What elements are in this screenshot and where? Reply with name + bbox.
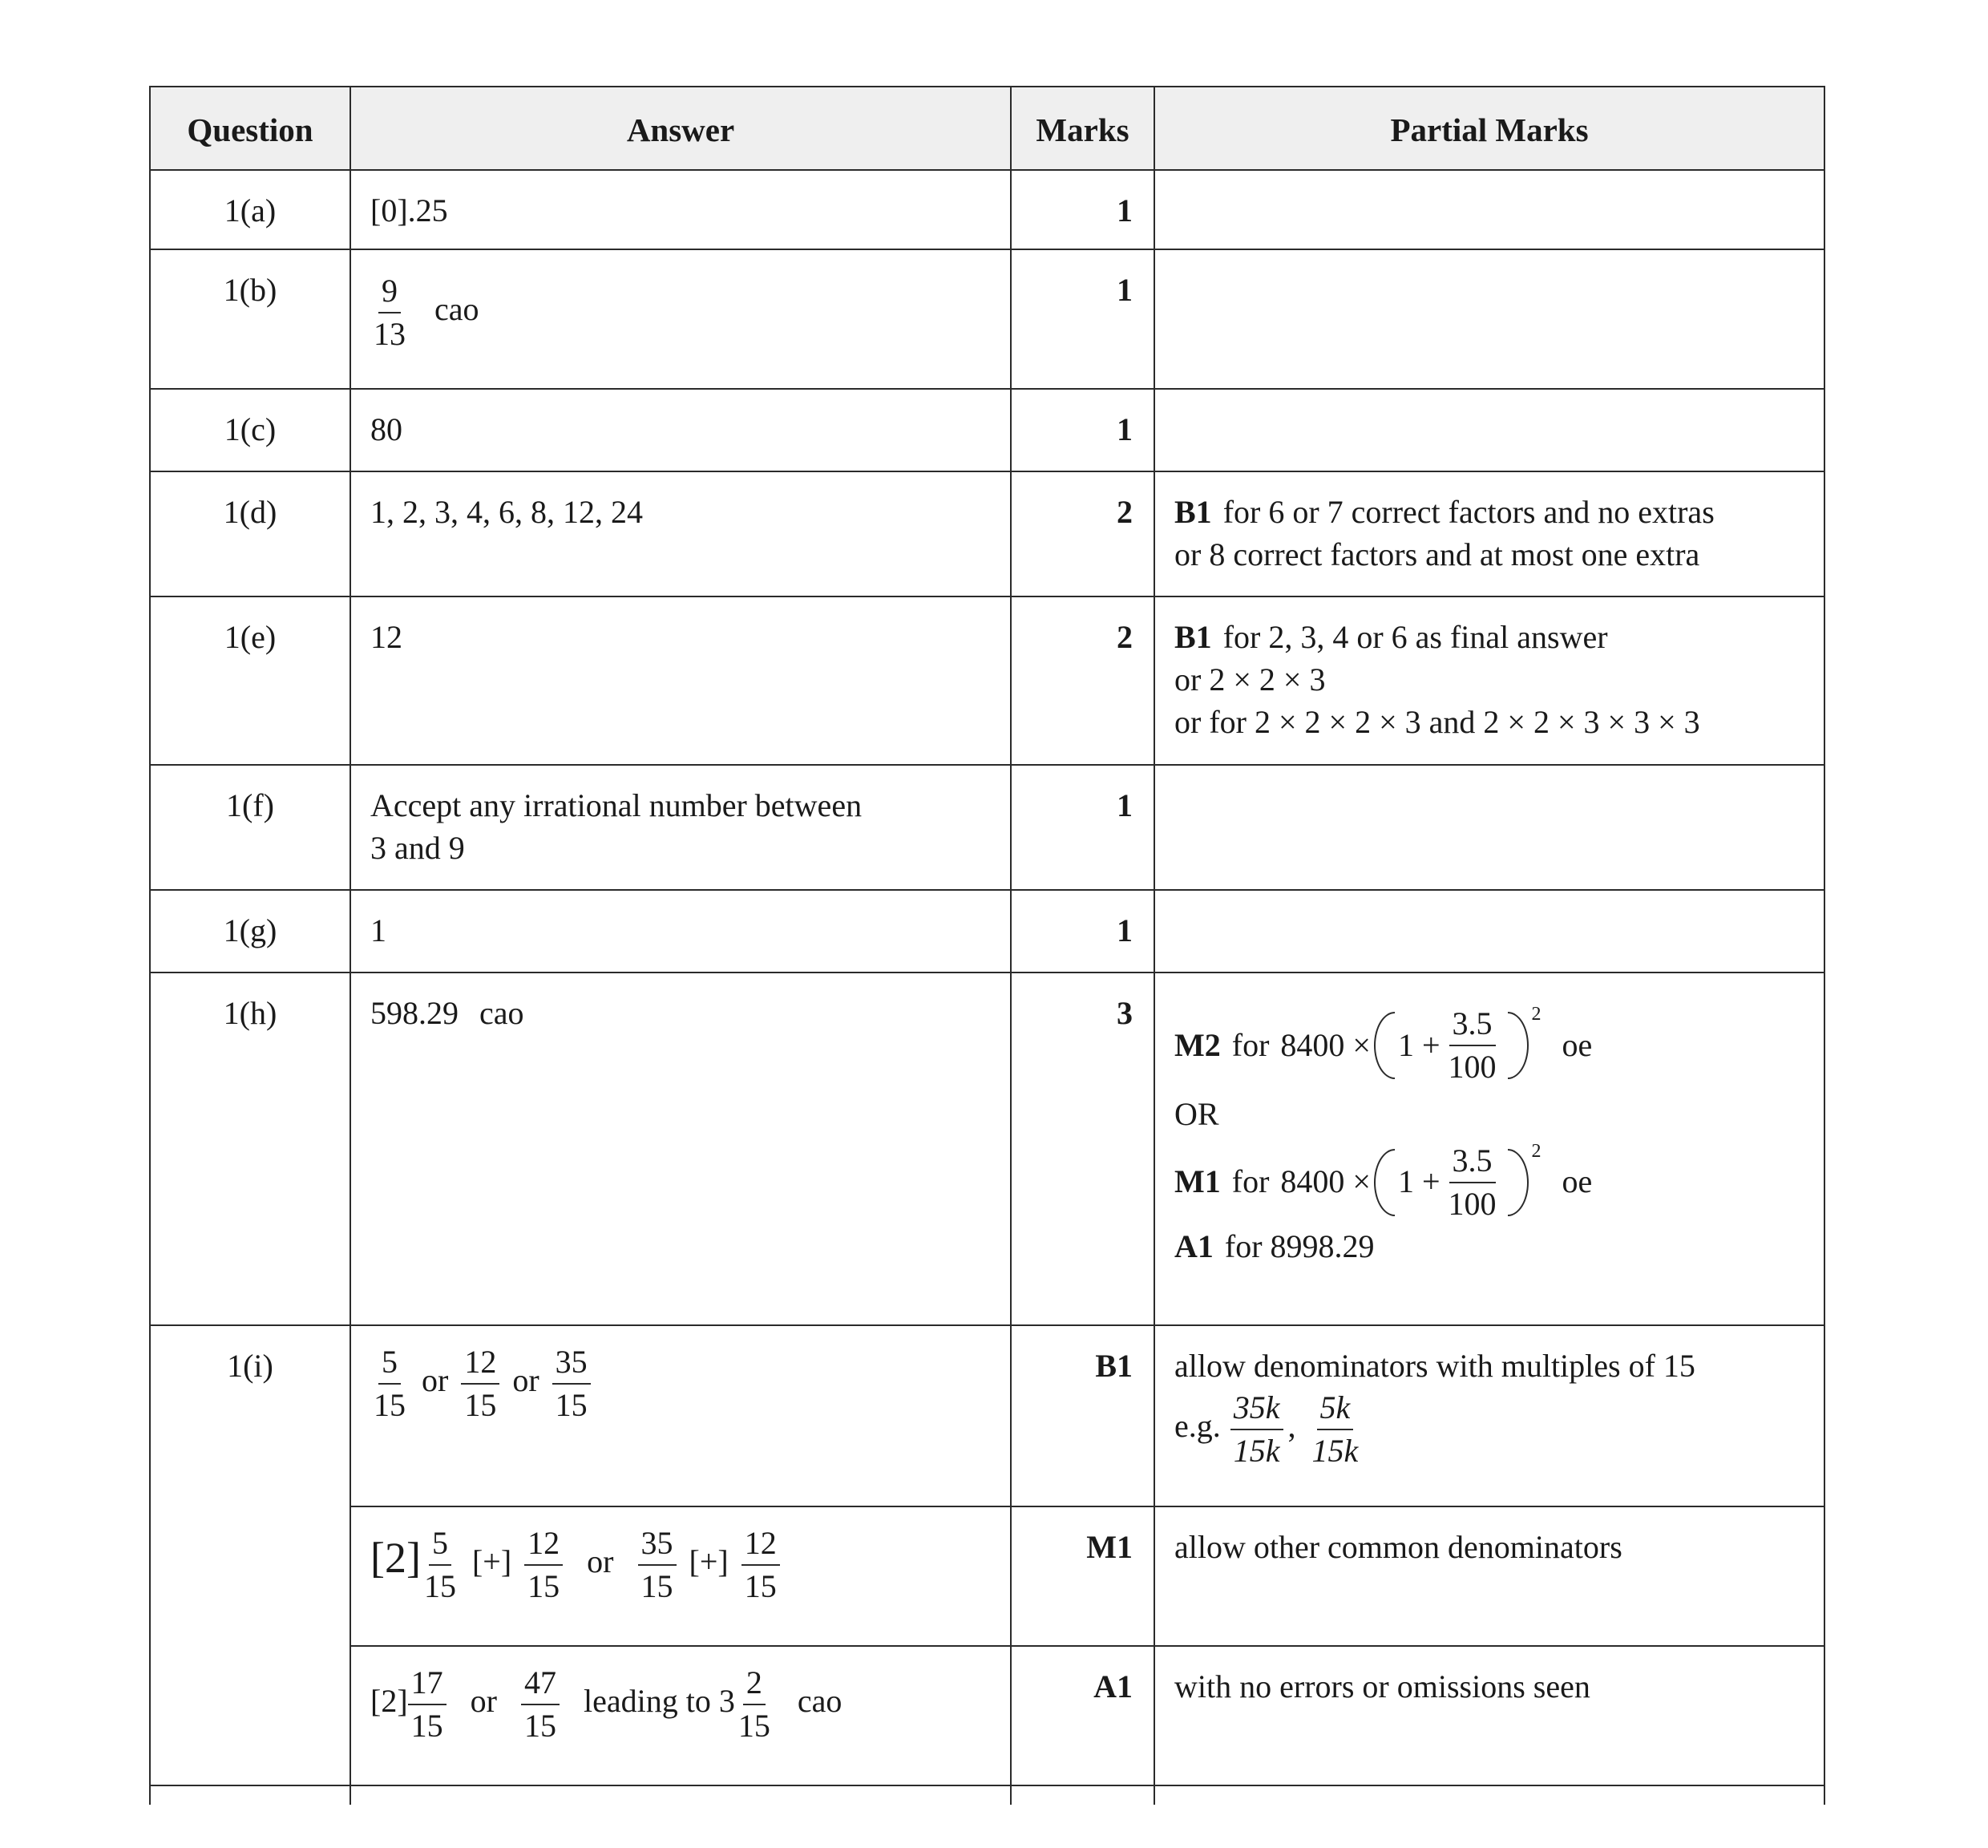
- fraction: [524, 1527, 563, 1603]
- fraction-numerator: 5k: [1317, 1391, 1354, 1430]
- fraction-denominator: 15: [640, 1568, 673, 1604]
- rate-fraction: [1445, 1007, 1500, 1084]
- fraction: [408, 1666, 446, 1743]
- answer-line: 3 and 9: [370, 829, 465, 866]
- fraction: [461, 1345, 499, 1422]
- exponent: 2: [1531, 1004, 1542, 1025]
- row-1h: [150, 973, 1824, 1325]
- one-plus: 1 +: [1397, 1026, 1440, 1063]
- or-text: or: [470, 1683, 497, 1720]
- fraction-denominator: 15: [464, 1387, 497, 1423]
- marks-cell: 1: [1011, 170, 1154, 249]
- row-1f: [150, 765, 1824, 890]
- fraction-numerator: 3.5: [1449, 1007, 1496, 1046]
- row-1i-m1: [150, 1506, 1824, 1646]
- rate-fraction: [1445, 1144, 1500, 1221]
- answer-cell: 12: [350, 596, 1011, 765]
- partial-cell: with no errors or omissions seen: [1154, 1646, 1824, 1785]
- header-answer: Answer: [350, 87, 1011, 170]
- answer-value: 598.29: [370, 995, 459, 1031]
- question-label: 1(a): [150, 170, 350, 249]
- left-paren: [1374, 1012, 1395, 1079]
- or-text: or: [512, 1362, 539, 1399]
- question-label: 1(h): [150, 973, 350, 1325]
- marks-cell: 1: [1011, 765, 1154, 890]
- or-text: or: [422, 1362, 449, 1399]
- answer-fraction: [370, 274, 409, 351]
- answer-line: Accept any irrational number between: [370, 787, 863, 823]
- row-1d: [150, 471, 1824, 596]
- question-label: 1(d): [150, 471, 350, 596]
- for-text: for: [1231, 1026, 1270, 1063]
- row-1b: [150, 249, 1824, 389]
- answer-note: cao: [434, 291, 479, 328]
- or-line: OR: [1174, 1096, 1219, 1132]
- fraction-denominator: 13: [374, 316, 406, 352]
- row-cut-off: [150, 1785, 1824, 1805]
- marks-cell: M1: [1011, 1506, 1154, 1646]
- fraction-numerator: 12: [461, 1345, 499, 1385]
- mark-code: A1: [1174, 1227, 1214, 1264]
- fraction-denominator: 100: [1448, 1185, 1497, 1222]
- partial-cell: allow other common denominators: [1154, 1506, 1824, 1646]
- base-value: 8400 ×: [1280, 1163, 1371, 1200]
- fraction-numerator: 35: [552, 1345, 591, 1385]
- mark-code: B1: [1174, 494, 1212, 530]
- header-row: [150, 87, 1824, 170]
- answer-note: cao: [479, 995, 524, 1031]
- plus-text: [+]: [689, 1543, 729, 1580]
- fraction: [370, 1345, 409, 1422]
- eg-text: e.g.: [1174, 1407, 1221, 1444]
- one-plus: 1 +: [1397, 1163, 1440, 1200]
- question-label: 1(f): [150, 765, 350, 890]
- fraction-denominator: 15: [423, 1568, 456, 1604]
- partial-cell: [1154, 890, 1824, 973]
- partial-text: for 6 or 7 correct factors and no extras: [1222, 494, 1715, 530]
- header-question: Question: [150, 87, 350, 170]
- partial-text: for 8998.29: [1224, 1227, 1375, 1264]
- marks-cell: 1: [1011, 890, 1154, 973]
- fraction-numerator: 2: [743, 1666, 766, 1705]
- row-1g: [150, 890, 1824, 973]
- fraction: [741, 1527, 780, 1603]
- exponent: 2: [1531, 1140, 1542, 1162]
- fraction-denominator: 15k: [1311, 1432, 1359, 1469]
- partial-cell: [1154, 249, 1824, 389]
- empty-cell: [150, 1785, 350, 1805]
- marks-cell: A1: [1011, 1646, 1154, 1785]
- oe-note: oe: [1562, 1026, 1593, 1063]
- answer-cell: [350, 765, 1011, 890]
- partial-text: for 2, 3, 4 or 6 as final answer: [1222, 619, 1608, 655]
- partial-cell: [1154, 1325, 1824, 1506]
- right-paren: [1508, 1149, 1529, 1216]
- fraction-numerator: 12: [741, 1527, 780, 1566]
- or-text: or: [587, 1543, 614, 1580]
- partial-line: allow denominators with multiples of 15: [1174, 1348, 1695, 1384]
- mark-code: M1: [1174, 1163, 1221, 1200]
- fraction-denominator: 15: [555, 1387, 588, 1423]
- partial-cell: [1154, 389, 1824, 471]
- fraction-denominator: 15: [374, 1387, 406, 1423]
- answer-cell: [350, 973, 1011, 1325]
- partial-line: [1174, 491, 1804, 534]
- fraction: [521, 1666, 560, 1743]
- answer-cell: [0].25: [350, 170, 1011, 249]
- right-paren: [1508, 1012, 1529, 1079]
- row-1e: [150, 596, 1824, 765]
- answer-cell: [350, 1506, 1011, 1646]
- marks-cell: 1: [1011, 389, 1154, 471]
- partial-line: or for 2 × 2 × 2 × 3 and 2 × 2 × 3 × 3 × 3: [1174, 703, 1700, 740]
- for-text: for: [1231, 1163, 1270, 1200]
- empty-cell: [350, 1785, 1011, 1805]
- fraction: [735, 1666, 774, 1743]
- fraction: [1230, 1391, 1283, 1468]
- fraction: [638, 1527, 677, 1603]
- partial-cell: [1154, 596, 1824, 765]
- base-value: 8400 ×: [1280, 1026, 1371, 1063]
- partial-line: or 8 correct factors and at most one extra: [1174, 536, 1700, 572]
- question-label: 1(g): [150, 890, 350, 973]
- answer-cell: 1, 2, 3, 4, 6, 8, 12, 24: [350, 471, 1011, 596]
- fraction: [552, 1345, 591, 1422]
- fraction-denominator: 15: [744, 1568, 777, 1604]
- fraction-denominator: 100: [1448, 1049, 1497, 1085]
- partial-cell: [1154, 471, 1824, 596]
- mark-code: M2: [1174, 1026, 1221, 1063]
- row-1i-b1: [150, 1325, 1824, 1506]
- fraction-numerator: 47: [521, 1666, 560, 1705]
- partial-cell: [1154, 973, 1824, 1325]
- fraction-denominator: 15: [737, 1708, 770, 1744]
- left-paren: [1374, 1149, 1395, 1216]
- question-label: 1(b): [150, 249, 350, 389]
- answer-cell: 1: [350, 890, 1011, 973]
- row-1i-a1: [150, 1646, 1824, 1785]
- marks-cell: 2: [1011, 471, 1154, 596]
- leading-text: leading to: [583, 1683, 711, 1720]
- marks-cell: 3: [1011, 973, 1154, 1325]
- fraction-numerator: 35: [638, 1527, 677, 1566]
- fraction-numerator: 17: [408, 1666, 446, 1705]
- empty-cell: [1011, 1785, 1154, 1805]
- fraction-numerator: 5: [378, 1345, 401, 1385]
- answer-cell: 80: [350, 389, 1011, 471]
- plus-text: [+]: [471, 1543, 512, 1580]
- mark-scheme-table: [149, 86, 1825, 1805]
- question-label: 1(c): [150, 389, 350, 471]
- empty-cell: [1154, 1785, 1824, 1805]
- fraction-denominator: 15k: [1233, 1432, 1280, 1469]
- fraction-numerator: 5: [429, 1527, 451, 1566]
- partial-line: [1174, 617, 1804, 659]
- fraction-denominator: 15: [410, 1708, 443, 1744]
- fraction-numerator: 3.5: [1449, 1144, 1496, 1183]
- fraction-numerator: 12: [524, 1527, 563, 1566]
- row-1c: [150, 389, 1824, 471]
- answer-cell: [350, 1646, 1011, 1785]
- m1-expression: [1174, 1140, 1804, 1222]
- partial-line: or 2 × 2 × 3: [1174, 661, 1326, 698]
- partial-cell: [1154, 765, 1824, 890]
- answer-cell: [350, 249, 1011, 389]
- fraction-numerator: 9: [378, 274, 401, 313]
- oe-note: oe: [1562, 1163, 1593, 1200]
- example-line: [1174, 1391, 1804, 1468]
- marks-cell: B1: [1011, 1325, 1154, 1506]
- comma: ,: [1287, 1407, 1296, 1444]
- question-label: 1(i): [150, 1325, 350, 1785]
- fraction-denominator: 15: [523, 1708, 556, 1744]
- fraction: [1309, 1391, 1362, 1468]
- fraction: [421, 1527, 459, 1603]
- row-1a: [150, 170, 1824, 249]
- partial-cell: [1154, 170, 1824, 249]
- answer-note: cao: [797, 1683, 842, 1720]
- marks-cell: 2: [1011, 596, 1154, 765]
- whole-number: 3: [718, 1683, 735, 1720]
- question-label: 1(e): [150, 596, 350, 765]
- fraction-numerator: 35k: [1230, 1391, 1283, 1430]
- fraction-denominator: 15: [527, 1568, 560, 1604]
- header-marks: Marks: [1011, 87, 1154, 170]
- a1-line: [1174, 1226, 1804, 1268]
- bracket-two: [2]: [370, 1534, 421, 1583]
- mark-code: B1: [1174, 619, 1212, 655]
- bracket-two: [2]: [370, 1683, 408, 1720]
- answer-cell: [350, 1325, 1011, 1506]
- marks-cell: 1: [1011, 249, 1154, 389]
- m2-expression: [1174, 1004, 1804, 1085]
- header-partial-marks: Partial Marks: [1154, 87, 1824, 170]
